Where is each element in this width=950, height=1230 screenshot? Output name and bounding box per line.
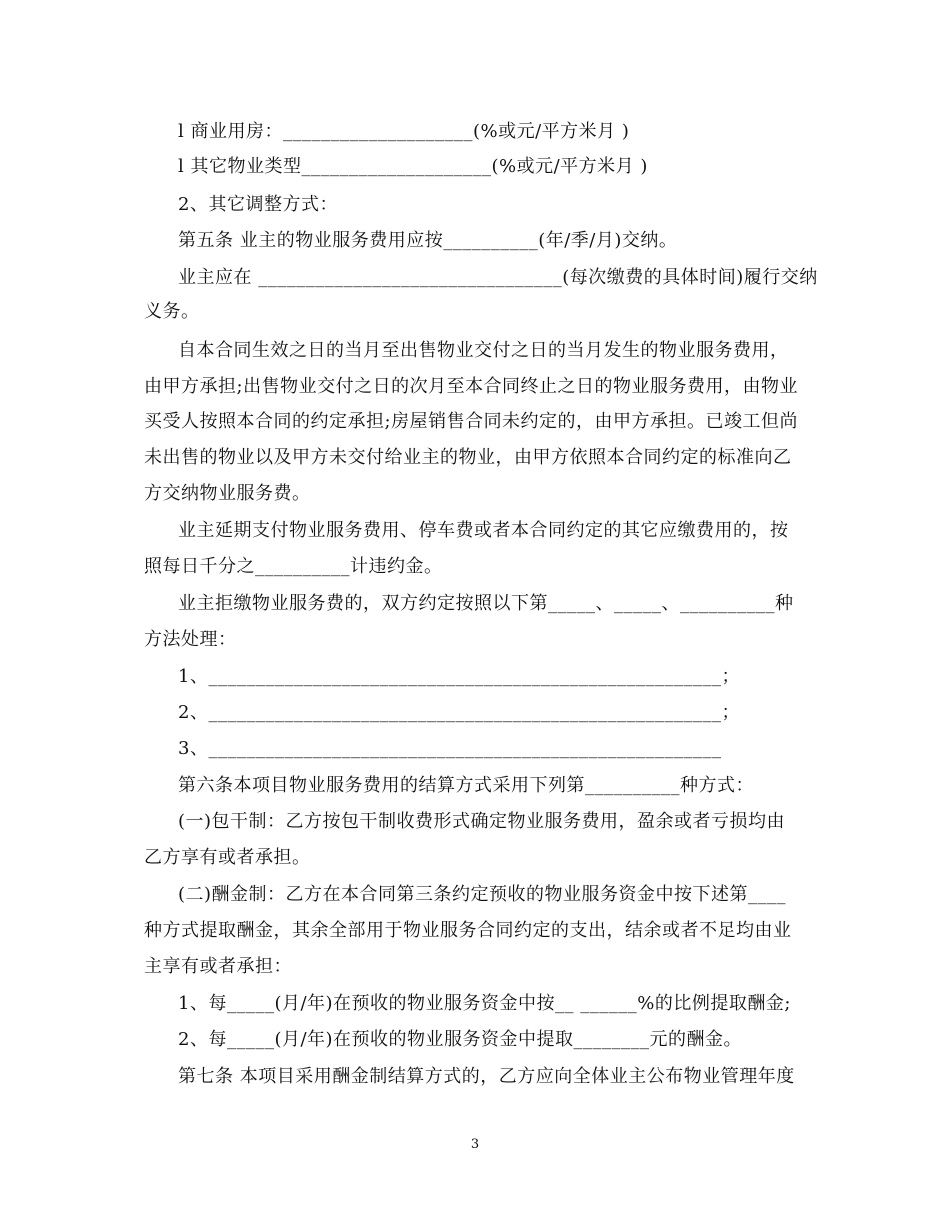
text-line: 2、每_____(月/年)在预收的物业服务资金中提取________元的酬金。 — [178, 1029, 743, 1050]
text-line: 业主延期支付物业服务费用、停车费或者本合同约定的其它应缴费用的，按 — [178, 520, 789, 541]
text-line: 3、______________________________________________________ — [178, 738, 722, 759]
text-line: 未出售的物业以及甲方未交付给业主的物业，由甲方依照本合同约定的标准向乙 — [144, 447, 792, 468]
text-line: 照每日千分之__________计违约金。 — [144, 556, 443, 577]
text-line: 种方式提取酬金，其余全部用于物业服务合同约定的支出，结余或者不足均由业 — [144, 920, 792, 941]
text-line: 第六条本项目物业服务费用的结算方式采用下列第__________种方式： — [178, 775, 754, 796]
text-line: 买受人按照本合同的约定承担;房屋销售合同未约定的，由甲方承担。已竣工但尚 — [144, 411, 799, 432]
text-line: 业主拒缴物业服务费的，双方约定按照以下第_____、_____、__________种 — [178, 593, 794, 614]
text-line: 义务。 — [144, 301, 200, 322]
text-line: l 商业用房：____________________(%或元/平方米月 ) — [178, 121, 630, 142]
text-line: 方交纳物业服务费。 — [144, 483, 311, 504]
text-line: 第七条 本项目采用酬金制结算方式的，乙方应向全体业主公布物业管理年度 — [178, 1066, 795, 1087]
text-line: 业主应在 ________________________________(每次缴费的具体时间)履行交纳 — [178, 267, 818, 288]
text-line: 2、______________________________________________________； — [178, 702, 740, 723]
text-line: 1、每_____(月/年)在预收的物业服务资金中按__ ______%的比例提取酬金; — [178, 993, 791, 1014]
text-line: 方法处理： — [144, 629, 237, 650]
text-line: 由甲方承担;出售物业交付之日的次月至本合同终止之日的物业服务费用，由物业 — [144, 376, 799, 397]
text-line: 自本合同生效之日的当月至出售物业交付之日的当月发生的物业服务费用， — [178, 340, 789, 361]
text-line: 乙方享有或者承担。 — [144, 847, 311, 868]
text-line: 2、其它调整方式： — [178, 194, 338, 215]
text-line: l 其它物业类型____________________(%或元/平方米月 ) — [178, 156, 648, 177]
text-line: 1、______________________________________________________； — [178, 666, 740, 687]
text-line: 第五条 业主的物业服务费用应按__________(年/季/月)交纳。 — [178, 230, 678, 251]
page-number: 3 — [470, 1137, 480, 1152]
text-line: 主享有或者承担： — [144, 956, 292, 977]
text-line: (一)包干制：乙方按包干制收费形式确定物业服务费用，盈余或者亏损均由 — [178, 811, 786, 832]
text-line: (二)酬金制：乙方在本合同第三条约定预收的物业服务资金中按下述第____ — [178, 884, 787, 905]
